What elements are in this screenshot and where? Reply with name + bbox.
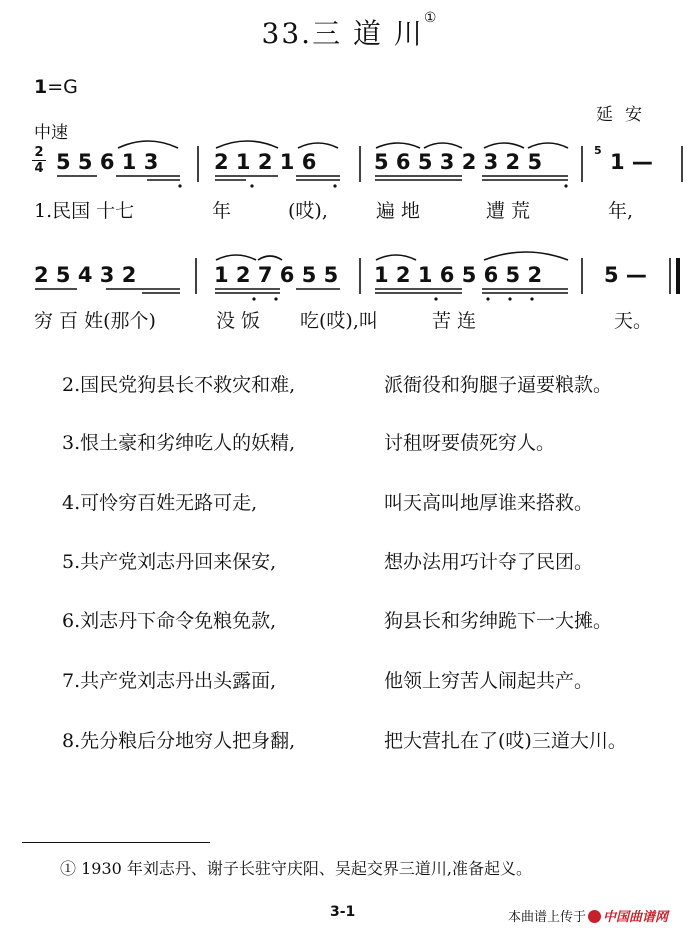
octave-dot [530, 297, 533, 300]
time-signature-bottom: 4 [34, 161, 44, 176]
staff1-lyric-5: 遭 荒 [486, 200, 531, 222]
footnote-rule [22, 842, 210, 843]
footnote-mark: ① [423, 10, 439, 26]
octave-dot [508, 297, 511, 300]
key-label: 1 [34, 76, 48, 98]
slur [484, 143, 524, 148]
verse-8-right: 把大营扎在了(哎)三道大川。 [384, 730, 627, 752]
verse-2-left: 2.国民党狗县长不救灾和难, [62, 374, 296, 396]
slur [424, 143, 462, 148]
staff2-lyric-2: 没 饭 [216, 310, 261, 332]
staff2-measure-2: 1 2 7 6 5 5 [214, 263, 339, 287]
staff1-lyric-3: (哎), [288, 200, 328, 222]
octave-dot [486, 297, 489, 300]
page-number: 3-1 [330, 904, 356, 920]
verse-2-right: 派衙役和狗腿子逼要粮款。 [384, 374, 613, 396]
verse-6-right: 狗县长和劣绅跪下一大摊。 [384, 610, 613, 632]
verse-8-left: 8.先分粮后分地穷人把身翻, [62, 730, 296, 752]
slur [376, 255, 416, 260]
verse-4-right: 叫天高叫地厚谁来搭救。 [384, 492, 594, 514]
staff1-lyric-2: 年 [212, 200, 232, 222]
slur [376, 143, 420, 148]
grace-note: 5 [594, 144, 602, 157]
verse-7-right: 他领上穷苦人闹起共产。 [384, 670, 594, 692]
notation-graphics [0, 0, 700, 340]
time-signature-top: 2 [34, 145, 44, 160]
slur [484, 252, 568, 260]
verse-6-left: 6.刘志丹下命令免粮免款, [62, 610, 277, 632]
staff1-measure-2: 2 1 2 1 6 [214, 150, 317, 174]
staff2-measure-3: 1 2 1 6 5 6 5 2 [374, 263, 543, 287]
verse-5-right: 想办法用巧计夺了民团。 [384, 551, 594, 573]
song-origin: 延安 [596, 105, 654, 125]
slur [118, 141, 178, 148]
staff2-measure-1: 2 5 4 3 2 [34, 263, 137, 287]
staff1-lyric-4: 遍 地 [376, 200, 421, 222]
slur [216, 255, 256, 260]
slur [216, 141, 278, 148]
octave-dot [274, 297, 277, 300]
octave-dot [252, 297, 255, 300]
octave-dot [250, 184, 253, 187]
octave-dot [434, 297, 437, 300]
source-credit [508, 906, 668, 925]
staff2-lyric-5: 天。 [614, 310, 653, 332]
staff1-measure-4: 1 — [610, 150, 653, 174]
staff2-lyric-4: 苦 连 [432, 310, 477, 332]
key-value: =G [47, 76, 78, 98]
source-prefix: 本曲谱上传于 [508, 910, 587, 925]
staff2-lyric-3: 吃(哎),叫 [300, 310, 378, 332]
octave-dot [333, 184, 336, 187]
staff1-lyric-1: 1.民国 十七 [34, 200, 135, 222]
song-number: 33. [261, 17, 313, 50]
verse-3-left: 3.恨土豪和劣绅吃人的妖精, [62, 432, 296, 454]
tempo-marking: 中速 [34, 123, 68, 143]
footnote: ① 1930 年刘志丹、谢子长驻守庆阳、吴起交界三道川,准备起义。 [60, 859, 532, 878]
slur [258, 256, 282, 260]
octave-dot [178, 184, 181, 187]
octave-dot [564, 184, 567, 187]
staff2-lyric-1: 穷 百 姓(那个) [34, 310, 156, 332]
song-name: 三 道 川 [312, 17, 424, 50]
verse-7-left: 7.共产党刘志丹出头露面, [62, 670, 277, 692]
slur [298, 143, 338, 148]
staff1-lyric-6: 年, [608, 200, 634, 222]
verse-5-left: 5.共产党刘志丹回来保安, [62, 551, 277, 573]
source-brand: 中国曲谱网 [603, 910, 669, 925]
staff1-measure-3: 5 6 5 3 2 3 2 5 [374, 150, 543, 174]
staff2-measure-4: 5 — [604, 263, 647, 287]
slur [528, 143, 568, 148]
verse-4-left: 4.可怜穷百姓无路可走, [62, 492, 258, 514]
site-logo-icon [588, 910, 601, 923]
staff1-measure-1: 5 5 6 1 3 [56, 150, 159, 174]
verse-3-right: 讨租呀要债死穷人。 [384, 432, 556, 454]
